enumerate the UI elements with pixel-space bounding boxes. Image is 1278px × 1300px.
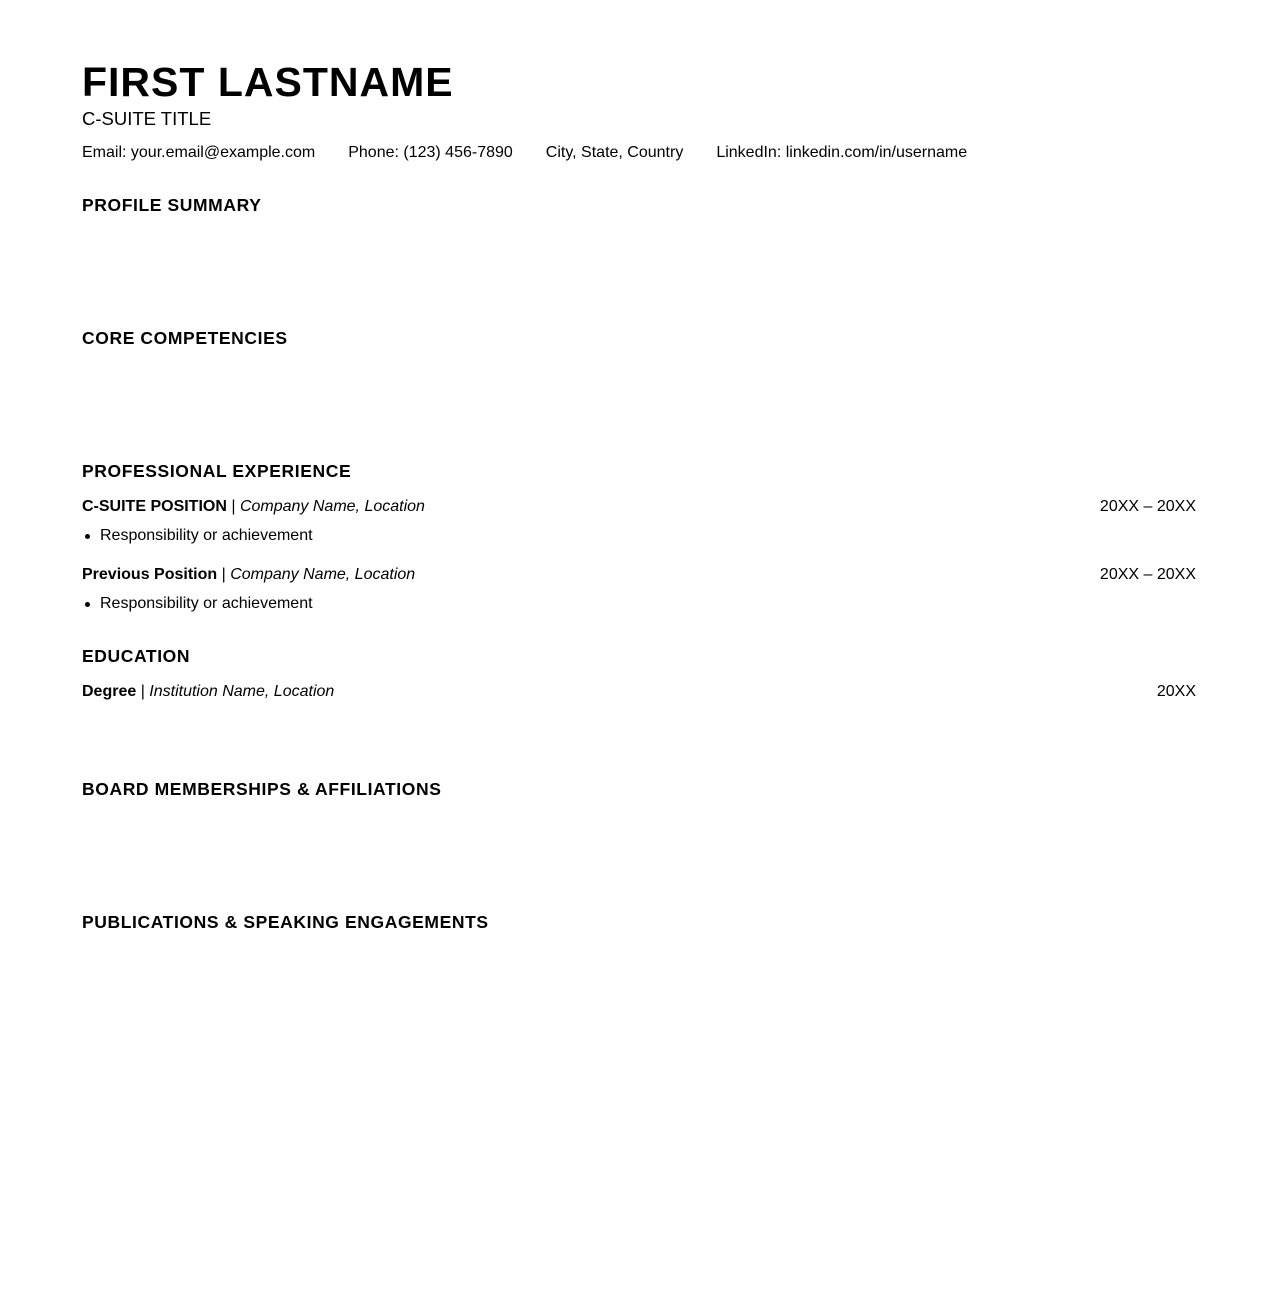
experience-heading bbox=[82, 565, 415, 585]
candidate-name: FIRST LASTNAME bbox=[82, 59, 454, 105]
section-heading-core-competencies: CORE COMPETENCIES bbox=[82, 328, 288, 348]
employment-dates: 20XX – 20XX bbox=[1099, 566, 1196, 583]
company-location: Company Name, Location bbox=[239, 498, 425, 515]
education-heading bbox=[82, 682, 334, 702]
separator: | bbox=[136, 683, 150, 700]
section-heading-education: EDUCATION bbox=[82, 646, 191, 666]
company-location: Company Name, Location bbox=[230, 566, 416, 583]
position-title: Previous Position bbox=[82, 566, 218, 583]
candidate-title: C-SUITE TITLE bbox=[82, 108, 212, 129]
education-entry bbox=[82, 682, 1196, 702]
separator: | bbox=[217, 566, 231, 583]
experience-heading bbox=[82, 497, 425, 517]
contact-info bbox=[82, 144, 967, 162]
institution-location: Institution Name, Location bbox=[149, 683, 335, 700]
experience-bullet: Responsibility or achievement bbox=[82, 594, 313, 614]
graduation-year: 20XX bbox=[1156, 683, 1196, 700]
experience-entry bbox=[82, 497, 1196, 517]
experience-bullet: Responsibility or achievement bbox=[82, 526, 313, 546]
experience-entry bbox=[82, 565, 1196, 585]
section-heading-board-memberships: BOARD MEMBERSHIPS & AFFILIATIONS bbox=[82, 779, 442, 799]
section-heading-professional-experience: PROFESSIONAL EXPERIENCE bbox=[82, 461, 352, 481]
contact-phone: Phone: (123) 456-7890 bbox=[348, 144, 513, 161]
contact-location: City, State, Country bbox=[545, 144, 684, 161]
section-heading-profile-summary: PROFILE SUMMARY bbox=[82, 195, 262, 215]
position-title: C-SUITE POSITION bbox=[82, 498, 227, 515]
employment-dates: 20XX – 20XX bbox=[1099, 498, 1196, 515]
contact-email: Email: your.email@example.com bbox=[82, 144, 316, 161]
section-heading-publications: PUBLICATIONS & SPEAKING ENGAGEMENTS bbox=[82, 912, 489, 932]
degree: Degree bbox=[82, 683, 137, 700]
separator: | bbox=[226, 498, 240, 515]
contact-linkedin: LinkedIn: linkedin.com/in/username bbox=[716, 144, 968, 161]
